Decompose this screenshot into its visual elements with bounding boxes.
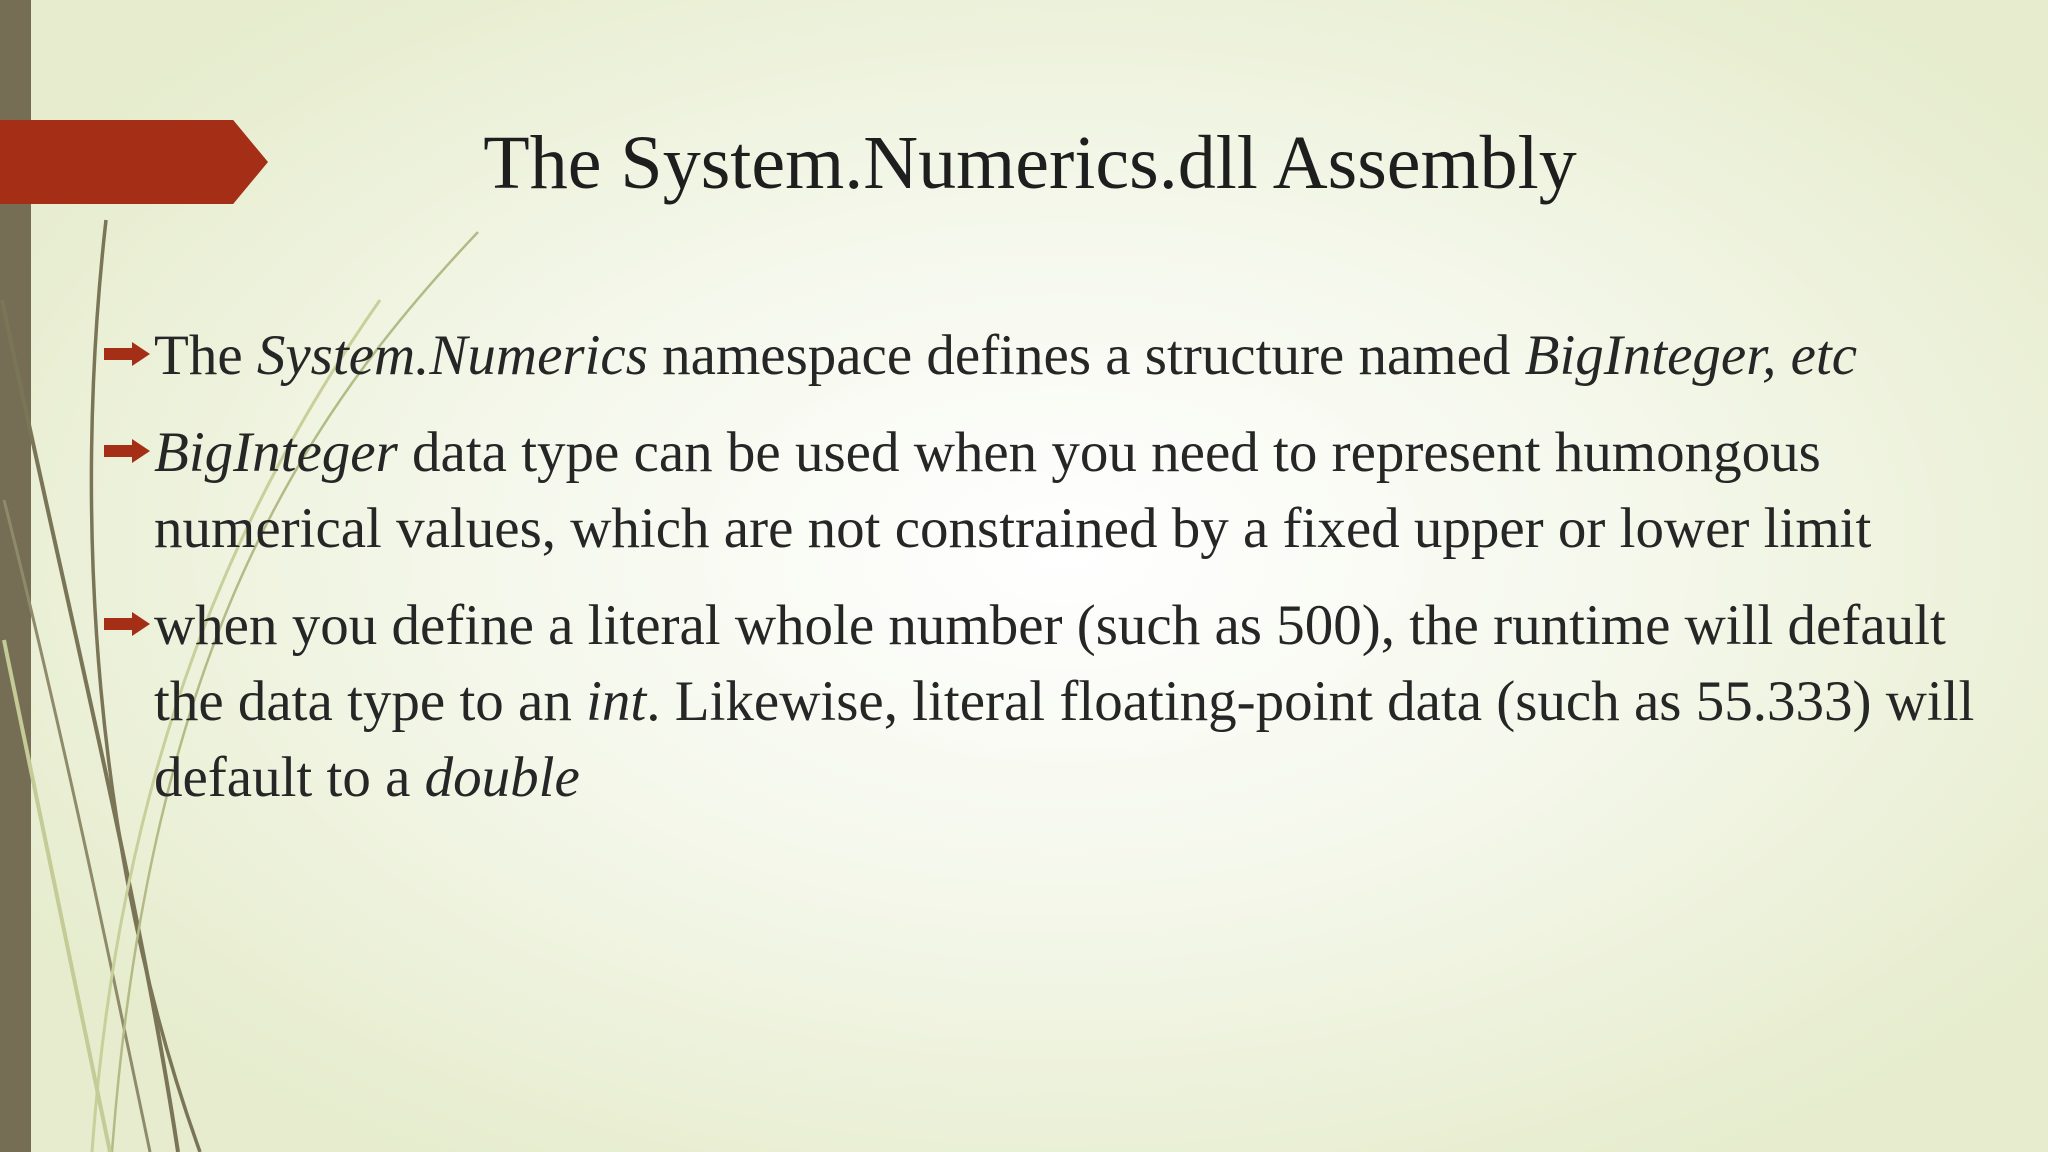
arrow-right-icon	[104, 439, 150, 463]
bullet-text-segment: System.Numerics	[256, 324, 648, 387]
bullet-item	[100, 588, 2010, 816]
bullet-text-segment: data type can be used when you need to represent humongous numerical values, which are not constrained by a fixed upper or lower limit	[154, 421, 1872, 560]
bullet-text-segment: namespace defines a structure named	[647, 324, 1525, 387]
arrow-right-icon	[104, 342, 150, 366]
bullet-text-segment: The	[154, 324, 257, 387]
bullet-item	[100, 318, 2010, 394]
bullet-text-segment: int	[586, 670, 647, 733]
title-arrow-shape	[0, 120, 268, 204]
bullet-text-segment: double	[424, 746, 580, 809]
bullet-item	[100, 415, 2010, 567]
bullet-text-segment: BigInteger	[154, 421, 398, 484]
bullet-list	[100, 318, 2010, 837]
bullet-text-segment: . Likewise, literal floating-point data (such as 55.333) will default to a	[154, 670, 1975, 809]
bullet-text-segment: BigInteger, etc	[1524, 324, 1858, 387]
slide-title: The System.Numerics.dll Assembly	[483, 121, 1577, 205]
arrow-right-icon	[104, 612, 150, 636]
bullet-text-segment: when you define a literal whole number (such as 500), the runtime will default the data type to an	[154, 594, 1946, 733]
